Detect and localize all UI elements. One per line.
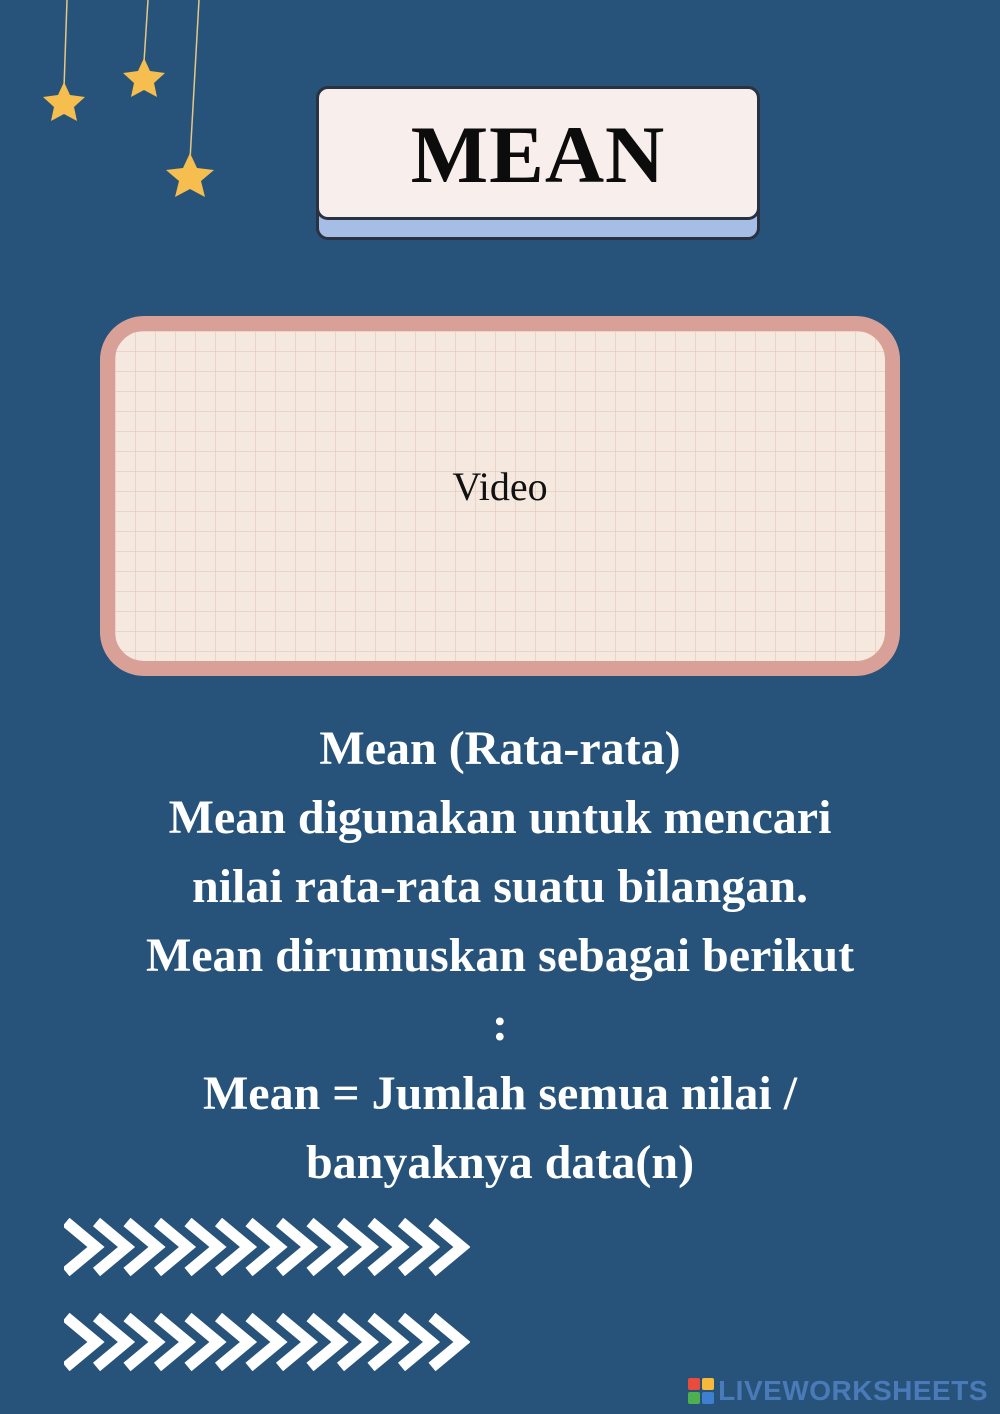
content-line: Mean = Jumlah semua nilai / [202, 1067, 798, 1120]
page-title: MEAN [410, 109, 666, 200]
title-card-front [316, 86, 760, 220]
chevron-arrow-row [64, 1313, 470, 1371]
content-line: nilai rata-rata suatu bilangan. [191, 860, 809, 913]
mean-explanation [100, 714, 900, 1197]
content-line: banyaknya data(n) [305, 1136, 695, 1189]
title-card [314, 86, 760, 238]
liveworksheets-logo-text: LIVEWORKSHEETS [718, 1375, 988, 1406]
star-icon [166, 153, 214, 197]
video-placeholder-frame[interactable] [100, 316, 900, 676]
chevron-icon [66, 1317, 96, 1367]
video-placeholder-label: Video [452, 463, 548, 509]
hanging-stars-decoration [0, 0, 260, 220]
star-icon [123, 58, 165, 97]
chevron-arrow-row [64, 1218, 470, 1276]
chevron-icon [66, 1222, 96, 1272]
content-line: Mean (Rata-rata) [319, 722, 681, 775]
content-line: : [492, 998, 508, 1051]
star-icon [43, 82, 85, 121]
content-line: Mean dirumuskan sebagai berikut [145, 929, 855, 982]
liveworksheets-logo-icon [688, 1378, 714, 1404]
liveworksheets-logo [688, 1374, 988, 1408]
content-line: Mean digunakan untuk mencari [168, 791, 832, 844]
